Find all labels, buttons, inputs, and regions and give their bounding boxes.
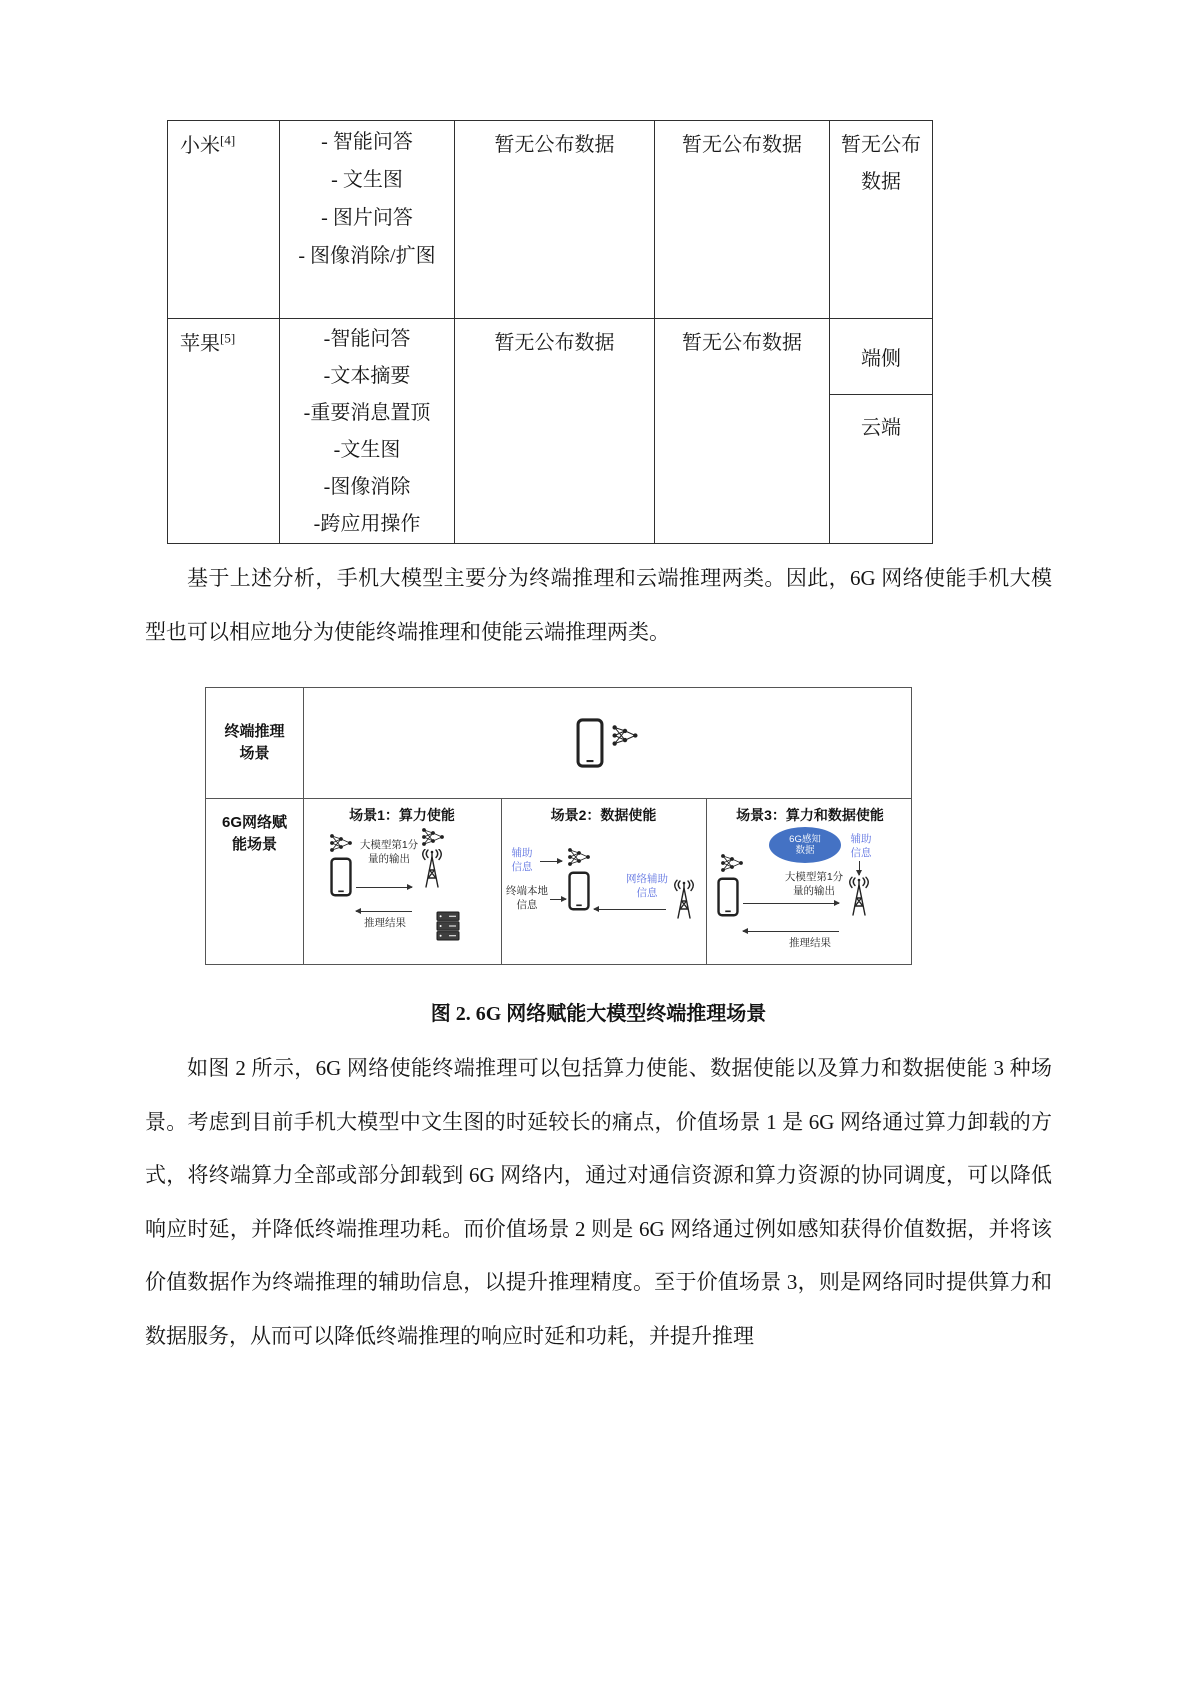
scenario-3-panel (707, 799, 913, 966)
ai-model-icon (610, 724, 640, 747)
arrow-left-icon (743, 931, 839, 932)
base-station-icon (668, 879, 700, 921)
scenario-title: 场景2：数据使能 (550, 807, 657, 824)
arrow-left-icon (356, 911, 412, 912)
base-station-icon (843, 875, 875, 919)
feature-item: -图像消除 (323, 476, 411, 498)
figure-caption: 图 2. 6G 网络赋能大模型终端推理场景 (430, 1003, 767, 1026)
diagram-label: 网络辅助信息 (626, 873, 668, 899)
figure-2-diagram (205, 687, 912, 965)
ai-model-icon (420, 827, 446, 847)
row-label-6g-cell (206, 798, 303, 966)
diagram-label: 推理结果 (364, 917, 406, 930)
row-label: 6G网络赋能场景 (221, 814, 287, 853)
diagram-label: 辅助信息 (850, 833, 872, 859)
diagram-label: 大模型第1分量的输出 (784, 871, 844, 897)
table-cell: 暂无公布数据 (455, 319, 655, 544)
vendor-cell (168, 319, 280, 544)
vendor-name: 苹果 (180, 333, 220, 355)
phone-icon (568, 871, 590, 911)
arrow-right-icon (743, 903, 839, 904)
feature-item: - 图像消除/扩图 (298, 245, 436, 267)
vendor-ref: [4] (220, 132, 236, 148)
feature-item: -智能问答 (323, 328, 411, 350)
arrow-down-icon (859, 861, 860, 875)
paragraph-figure-discussion: 如图 2 所示，6G 网络使能终端推理可以包括算力使能、数据使能以及算力和数据使能 3 种场景。考虑到目前手机大模型中文生图的时延较长的痛点，价值场景 1 是 6G 网络通过算力卸载的方式，将终端算力全部或部分卸载到 6G 网络内，通过对通信资源和算力资源的协同调度，可以降低响应时延，并降低终端推理功耗。而价值场景 2 则是 6G 网络通过例如感知获得价值数据，并将该价值数据作为终端推理的辅助信息，以提升推理精度。至于价值场景 3，则是网络同时提供算力和数据服务，从而可以降低终端推理的响应时延和功耗，并提升推理 (145, 1056, 1052, 1348)
diagram-label: 6G感知数据 (789, 833, 821, 857)
row-label: 终端推理场景 (224, 723, 285, 763)
terminal-device-cell (303, 688, 913, 798)
table-row-xiaomi (168, 121, 933, 319)
diagram-label: 大模型第1分量的输出 (359, 839, 419, 865)
scenario-2-panel (502, 799, 705, 966)
phone-icon (717, 877, 739, 917)
phone-icon (576, 718, 604, 768)
arrow-right-icon (550, 899, 566, 900)
phone-icon (330, 857, 352, 897)
table-cell: 云端 (861, 417, 901, 439)
scenario-title: 场景1：算力使能 (349, 807, 455, 824)
base-station-icon (416, 849, 448, 889)
feature-item: -文生图 (333, 439, 401, 461)
feature-item: -重要消息置顶 (303, 402, 431, 424)
vendor-cell (168, 121, 280, 319)
arrow-right-icon (356, 887, 412, 888)
table-cell: 暂无公布数据 (655, 121, 830, 319)
diagram-label: 辅助信息 (511, 847, 533, 873)
model-comparison-table (167, 120, 933, 544)
vendor-ref: [5] (220, 330, 236, 346)
diagram-label: 推理结果 (789, 937, 831, 950)
table-cell: 暂无公布数据 (455, 121, 655, 319)
vendor-name: 小米 (180, 135, 220, 157)
features-cell (280, 319, 455, 544)
table-row-apple (168, 319, 933, 544)
scenario-1-panel (304, 799, 500, 966)
arrow-right-icon (540, 861, 562, 862)
table-cell: 暂无公布数据 (655, 319, 830, 544)
feature-item: -跨应用操作 (313, 513, 421, 535)
ai-model-icon (719, 853, 745, 873)
sensing-data-ellipse (769, 827, 841, 863)
ai-model-icon (566, 847, 592, 867)
feature-item: -文本摘要 (323, 365, 411, 387)
row-label-terminal-cell (206, 688, 303, 798)
features-cell (280, 121, 455, 319)
arrow-left-icon (594, 909, 666, 910)
table-cell: 暂无公布数据 (830, 121, 933, 319)
feature-item: - 图片问答 (321, 207, 413, 229)
table-cell: 端侧 (830, 319, 932, 395)
diagram-label: 终端本地信息 (506, 885, 548, 911)
scenario-title: 场景3：算力和数据使能 (736, 807, 884, 824)
server-icon (436, 911, 460, 941)
paragraph-analysis: 基于上述分析，手机大模型主要分为终端推理和云端推理两类。因此，6G 网络使能手机大模型也可以相应地分为使能终端推理和使能云端推理两类。 (145, 566, 1052, 644)
feature-item: - 智能问答 (321, 131, 413, 153)
deploy-split-cell (830, 319, 933, 544)
ai-model-icon (328, 833, 354, 853)
feature-item: - 文生图 (331, 169, 403, 191)
